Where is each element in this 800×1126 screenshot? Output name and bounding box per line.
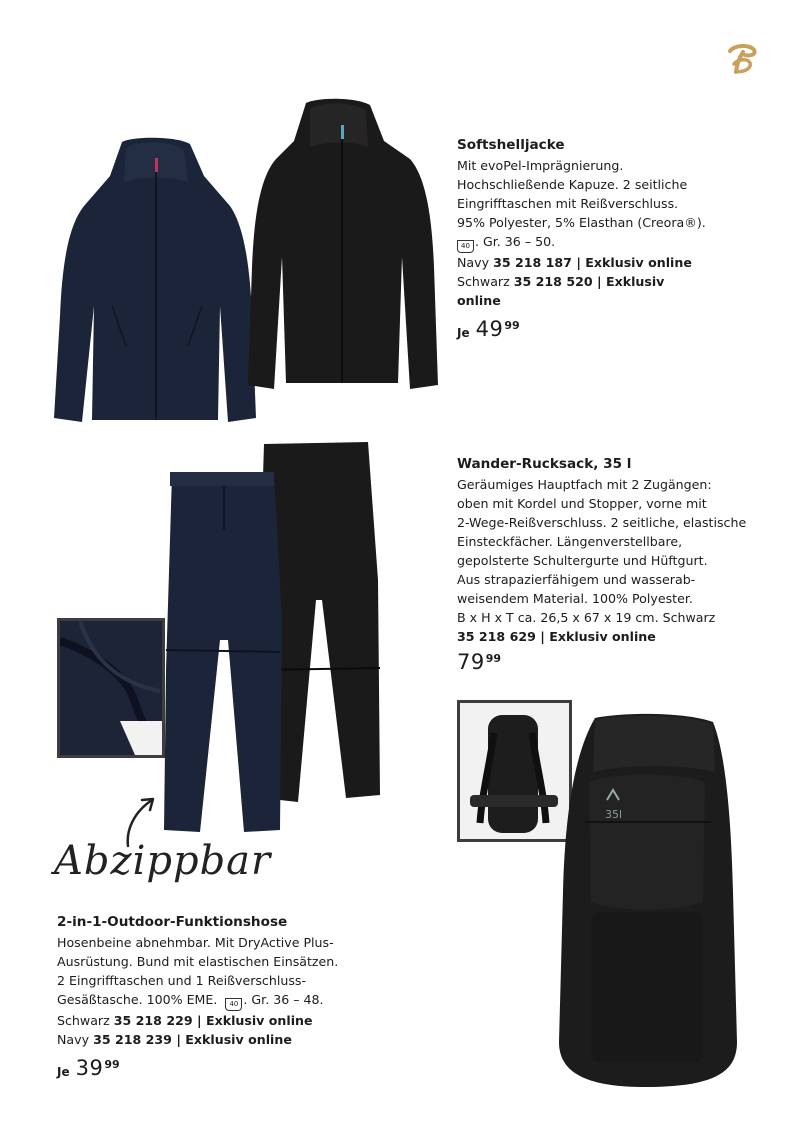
zipper-detail-inset — [57, 618, 165, 758]
description-line: oben mit Kordel und Stopper, vorne mit — [457, 496, 707, 511]
variant-black — [457, 272, 706, 291]
exclusive-online-continued — [457, 291, 706, 310]
sizes-text: . Gr. 36 – 48. — [243, 992, 324, 1007]
black-softshell-jacket-image — [246, 97, 440, 392]
price — [457, 649, 746, 675]
price-prefix: Je — [57, 1065, 70, 1079]
product-title: 2-in-1-Outdoor-Funktionshose — [57, 914, 288, 930]
sizes-line — [457, 232, 706, 253]
article-number: 35 218 629 — [457, 629, 536, 644]
article-number: 35 218 187 — [493, 255, 572, 270]
description-line: Aus strapazierfähigem und wasserab- — [457, 572, 696, 587]
price-euro: 39 — [75, 1056, 104, 1080]
variant-navy — [457, 253, 706, 272]
article-number: 35 218 520 — [513, 274, 593, 289]
price-euro: 49 — [475, 317, 504, 341]
article-number: 35 218 229 — [113, 1013, 193, 1028]
description-line: 2-Wege-Reißverschluss. 2 seitliche, elastische — [457, 515, 747, 530]
price — [457, 316, 706, 343]
exclusive-online-note: | Exklusiv online — [535, 629, 656, 644]
exclusive-online-note: | Exklusiv online — [571, 255, 692, 270]
product-title: Wander-Rucksack, 35 l — [457, 456, 632, 472]
description-line: weisendem Material. 100% Polyester. — [457, 591, 693, 606]
pants-description — [57, 912, 338, 1082]
description-line: gepolsterte Schultergurte und Hüftgurt. — [457, 553, 708, 568]
article-line — [457, 627, 746, 646]
sizes-line — [57, 990, 338, 1011]
exclusive-online-note: | Exklusiv online — [171, 1032, 292, 1047]
price-prefix: Je — [457, 326, 470, 340]
description-line: Ausrüstung. Bund mit elastischen Einsätzen. — [57, 954, 339, 969]
variant-color: Schwarz — [457, 274, 510, 289]
wash-care-icon: 40 — [225, 998, 242, 1011]
article-number: 35 218 239 — [93, 1032, 172, 1047]
navy-softshell-jacket-image — [52, 136, 260, 426]
description-line: Einsteckfächer. Längenverstellbare, — [457, 534, 683, 549]
variant-color: Navy — [57, 1032, 90, 1047]
price-euro: 79 — [457, 650, 485, 674]
tchibo-logo-icon — [724, 42, 758, 78]
black-hiking-backpack-image — [555, 712, 740, 1092]
description-line: Geräumiges Hauptfach mit 2 Zugängen: — [457, 477, 712, 492]
abzippbar-callout: Abzippbar — [54, 838, 272, 884]
description-line: B x H x T ca. 26,5 x 67 x 19 cm. Schwarz — [457, 610, 716, 625]
variant-color: Navy — [457, 255, 490, 270]
description-line: Gesäßtasche. 100% EME. — [57, 992, 218, 1007]
backpack-logo-text: 35l — [605, 808, 623, 821]
price-cent: 99 — [485, 652, 502, 665]
description-line: Hochschließende Kapuze. 2 seitliche — [457, 177, 688, 192]
description-line: 2 Eingrifftaschen und 1 Reißverschluss- — [57, 973, 306, 988]
description-line: Mit evoPel-Imprägnierung. — [457, 158, 624, 173]
description-line: Eingrifftaschen mit Reißverschluss. — [457, 196, 679, 211]
variant-black — [57, 1011, 338, 1030]
backpack-description — [457, 454, 746, 675]
exclusive-online-note: | Exklusiv — [592, 274, 665, 289]
wash-care-icon: 40 — [457, 240, 474, 253]
price-cent: 99 — [104, 1058, 120, 1071]
sizes-text: . Gr. 36 – 50. — [475, 234, 556, 249]
price-cent: 99 — [504, 319, 520, 332]
exclusive-online-note-end: online — [457, 293, 501, 308]
navy-zip-off-pants-image — [160, 470, 288, 835]
price — [57, 1055, 338, 1082]
zipper-detail-image — [60, 621, 162, 755]
variant-navy — [57, 1030, 338, 1049]
exclusive-online-note: | Exklusiv online — [192, 1013, 313, 1028]
description-line: 95% Polyester, 5% Elasthan (Creora®). — [457, 215, 706, 230]
description-line: Hosenbeine abnehmbar. Mit DryActive Plus- — [57, 935, 334, 950]
backpack-back-image — [460, 703, 569, 839]
softshell-jacket-description — [457, 135, 706, 343]
product-title: Softshelljacke — [457, 137, 565, 153]
variant-color: Schwarz — [57, 1013, 110, 1028]
